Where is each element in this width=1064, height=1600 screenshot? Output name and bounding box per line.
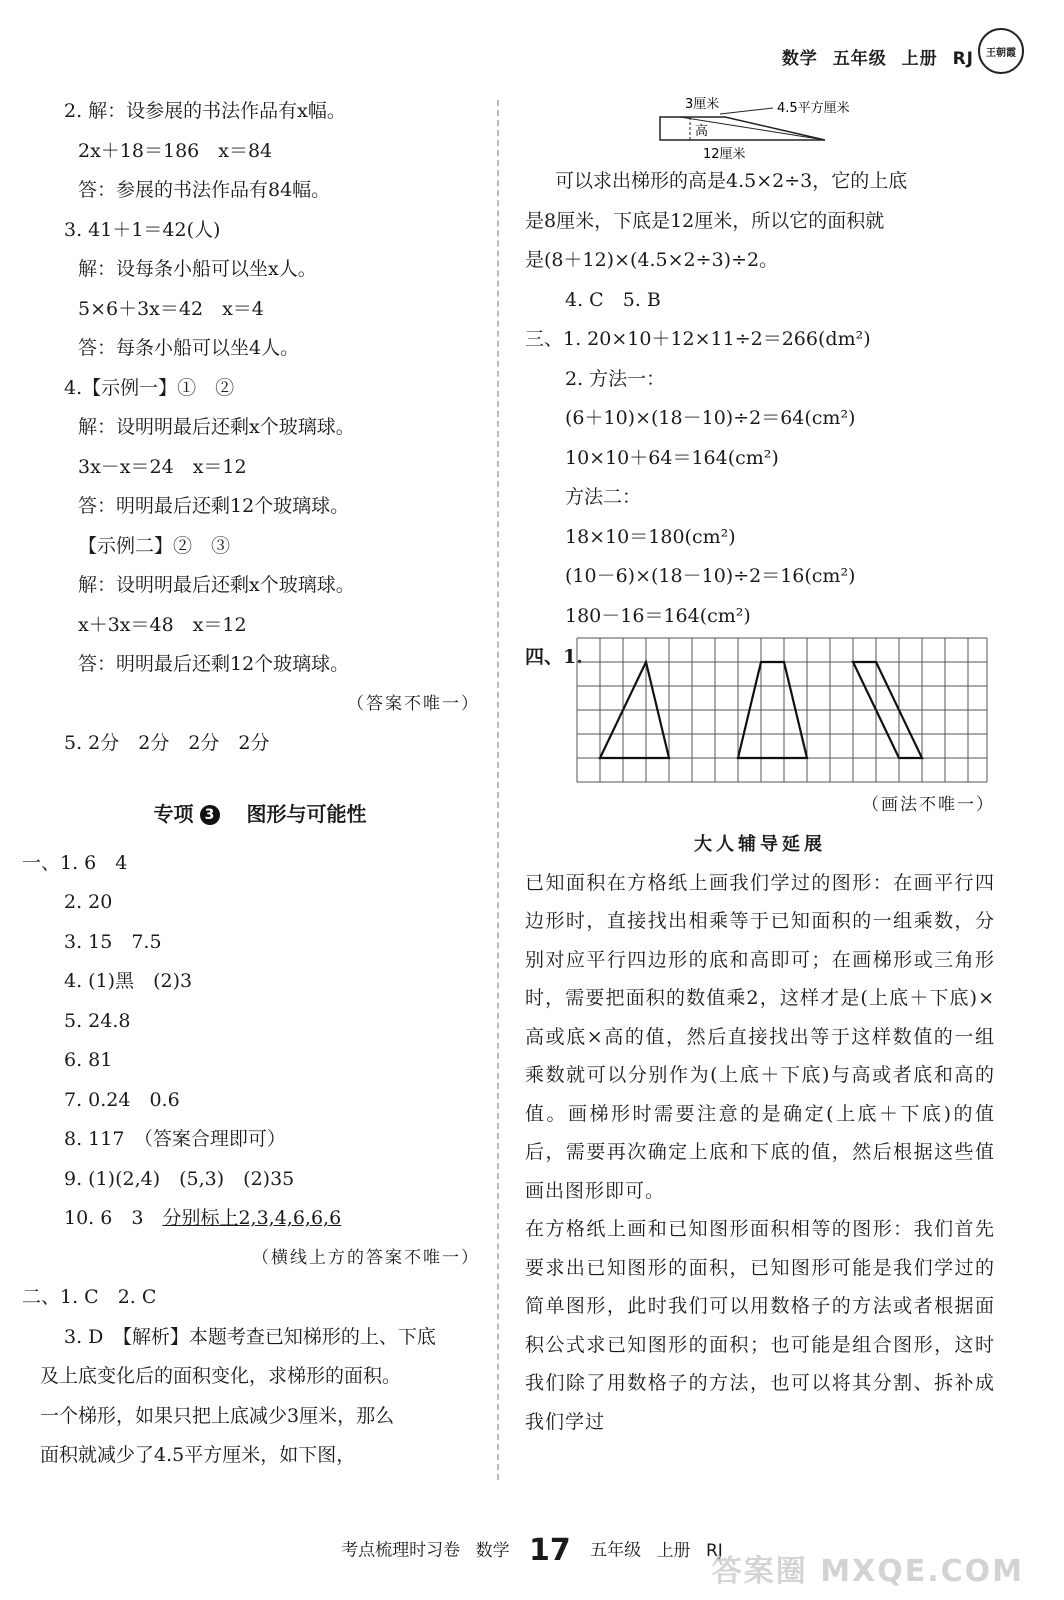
answer-line: (6＋10)×(18－10)÷2＝64(cm²) [565,407,856,429]
extension-title: 大人辅导延展 [694,833,826,855]
footer-grade: 五年级 [590,1540,642,1561]
answer-line: 是(8＋12)×(4.5×2÷3)÷2。 [525,249,779,271]
answer-line: 【示例二】② ③ [78,534,231,557]
header-subject: 数学 [781,49,818,69]
answer-line: 方法二： [565,486,642,508]
header-grade: 五年级 [832,49,887,69]
answer-line: (10－6)×(18－10)÷2＝16(cm²) [565,565,856,587]
grid-lines [577,638,987,782]
fig-area-label: 4.5平方厘米 [777,101,850,116]
footer-edition: RJ [705,1540,723,1561]
watermark: 答案圈 MXQE.COM [711,1554,1024,1589]
answer-line: 2x＋18＝186 x＝84 [78,139,273,162]
answer-line: 二、1. C 2. C [22,1286,157,1308]
note-line: （横线上方的答案不唯一） [252,1247,480,1268]
header-volume: 上册 [901,49,938,69]
extension-paragraph: 已知面积在方格纸上画我们学过的图形：在画平行四边形时，直接找出相乘等于已知面积的一组乘数，分别对应平行四边形的底和高即可；在画梯形或三角形时，需要把面积的数值乘2，这样才是(上底＋下底)×高或底×高的值，然后直接找出等于这样数值的一组乘数就可以分别作为(上底＋下底)与高或者底和高的值。画梯形时需要注意的是确定(上底＋下底)的值后，需要再次确定上底和下底的值，然后根据这些值画出图形即可。 [525,871,995,1202]
left-column [22,92,480,1476]
answer-line [40,1199,480,1239]
answer-line: 答：每条小船可以坐4人。 [78,337,300,359]
footer-volume: 上册 [656,1540,691,1561]
trapezoid-figure [525,92,995,162]
answer-line: 解：设每条小船可以坐x人。 [78,258,317,280]
answer-line: 解：设明明最后还剩x个玻璃球。 [78,574,355,596]
answer-line: 3. 15 7.5 [64,930,162,953]
answer-line: 18×10＝180(cm²) [565,525,736,548]
answer-line: 答：明明最后还剩12个玻璃球。 [78,653,350,675]
answer-line: 一、1. 6 4 [22,851,128,874]
answer-text: 10. 6 3 [64,1207,163,1229]
answer-line: 5×6＋3x＝42 x＝4 [78,297,264,320]
answer-line: 是8厘米，下底是12厘米，所以它的面积就 [525,209,885,232]
answer-line: 面积就减少了4.5平方厘米，如下图， [40,1444,356,1466]
answer-line: 3x－x＝24 x＝12 [78,455,247,478]
publisher-logo [978,28,1024,74]
section-title [40,784,480,844]
answer-line: 4.【示例一】① ② [64,376,235,399]
page-number: 17 [529,1533,571,1568]
answer-line: 2. 解：设参展的书法作品有x幅。 [64,100,346,122]
section-number-badge: 3 [200,805,220,825]
header-edition: RJ [952,49,974,69]
answer-line: 及上底变化后的面积变化，求梯形的面积。 [40,1365,402,1387]
answer-line: 6. 81 [64,1049,113,1071]
answer-line: 3. D 【解析】本题考查已知梯形的上、下底 [64,1325,436,1348]
fig-height-label: 高 [695,124,709,139]
answer-line: 可以求出梯形的高是4.5×2÷3，它的上底 [555,170,908,192]
logo-text: 王朝霞 [986,47,1016,59]
extension-paragraph: 在方格纸上画和已知图形面积相等的图形：我们首先要求出已知图形的面积，已知图形可能是我们学过的简单图形，此时我们可以用数格子的方法或者根据面积公式求已知图形的面积；也可能是组合图形，这时我们除了用数格子的方法，也可以将其分割、拆补成我们学过 [525,1218,995,1433]
answer-line: x＋3x＝48 x＝12 [78,613,247,636]
answer-line: 4. (1)黑 (2)3 [64,970,193,992]
column-divider [497,100,499,1480]
note-line: （答案不唯一） [347,693,480,714]
footer-subject: 数学 [475,1540,510,1561]
answer-line: 4. C 5. B [565,288,661,311]
fig-bottom-label: 12厘米 [703,147,746,162]
answer-line: 3. 41＋1＝42(人) [64,218,221,241]
answer-line: 5. 24.8 [64,1009,131,1032]
page-header [774,44,974,69]
answer-line: 180－16＝164(cm²) [565,604,751,627]
note-line: （画法不唯一） [862,795,995,815]
answer-line: 三、1. 20×10＋12×11÷2＝266(dm²) [525,328,871,350]
section-heading: 图形与可能性 [246,801,367,826]
right-column [525,92,995,1441]
answer-line: 2. 20 [64,891,113,913]
answer-line: 解：设明明最后还剩x个玻璃球。 [78,416,355,438]
answer-line: 答：参展的书法作品有84幅。 [78,179,331,201]
area-pointer [720,108,773,114]
answer-line: 答：明明最后还剩12个玻璃球。 [78,495,350,517]
answer-line: 10×10＋64＝164(cm²) [565,446,779,469]
question-label: 四、1. [525,646,583,668]
grid-figure-row [525,636,995,786]
answer-line: 7. 0.24 0.6 [64,1088,180,1111]
section-prefix: 专项 [153,801,194,826]
answer-line: 9. (1)(2,4) (5,3) (2)35 [64,1167,295,1190]
fig-top-label: 3厘米 [685,97,720,112]
answer-line: 一个梯形，如果只把上底减少3厘米，那么 [40,1404,395,1427]
footer-book: 考点梳理时习卷 [341,1540,461,1561]
answer-line: 2. 方法一： [565,367,666,390]
answer-line: 5. 2分 2分 2分 2分 [64,732,270,754]
underlined-answer: 分别标上2,3,4,6,6,6 [162,1207,342,1229]
graph-paper-figure [575,636,995,786]
answer-line: 8. 117 （答案合理即可） [64,1128,286,1150]
